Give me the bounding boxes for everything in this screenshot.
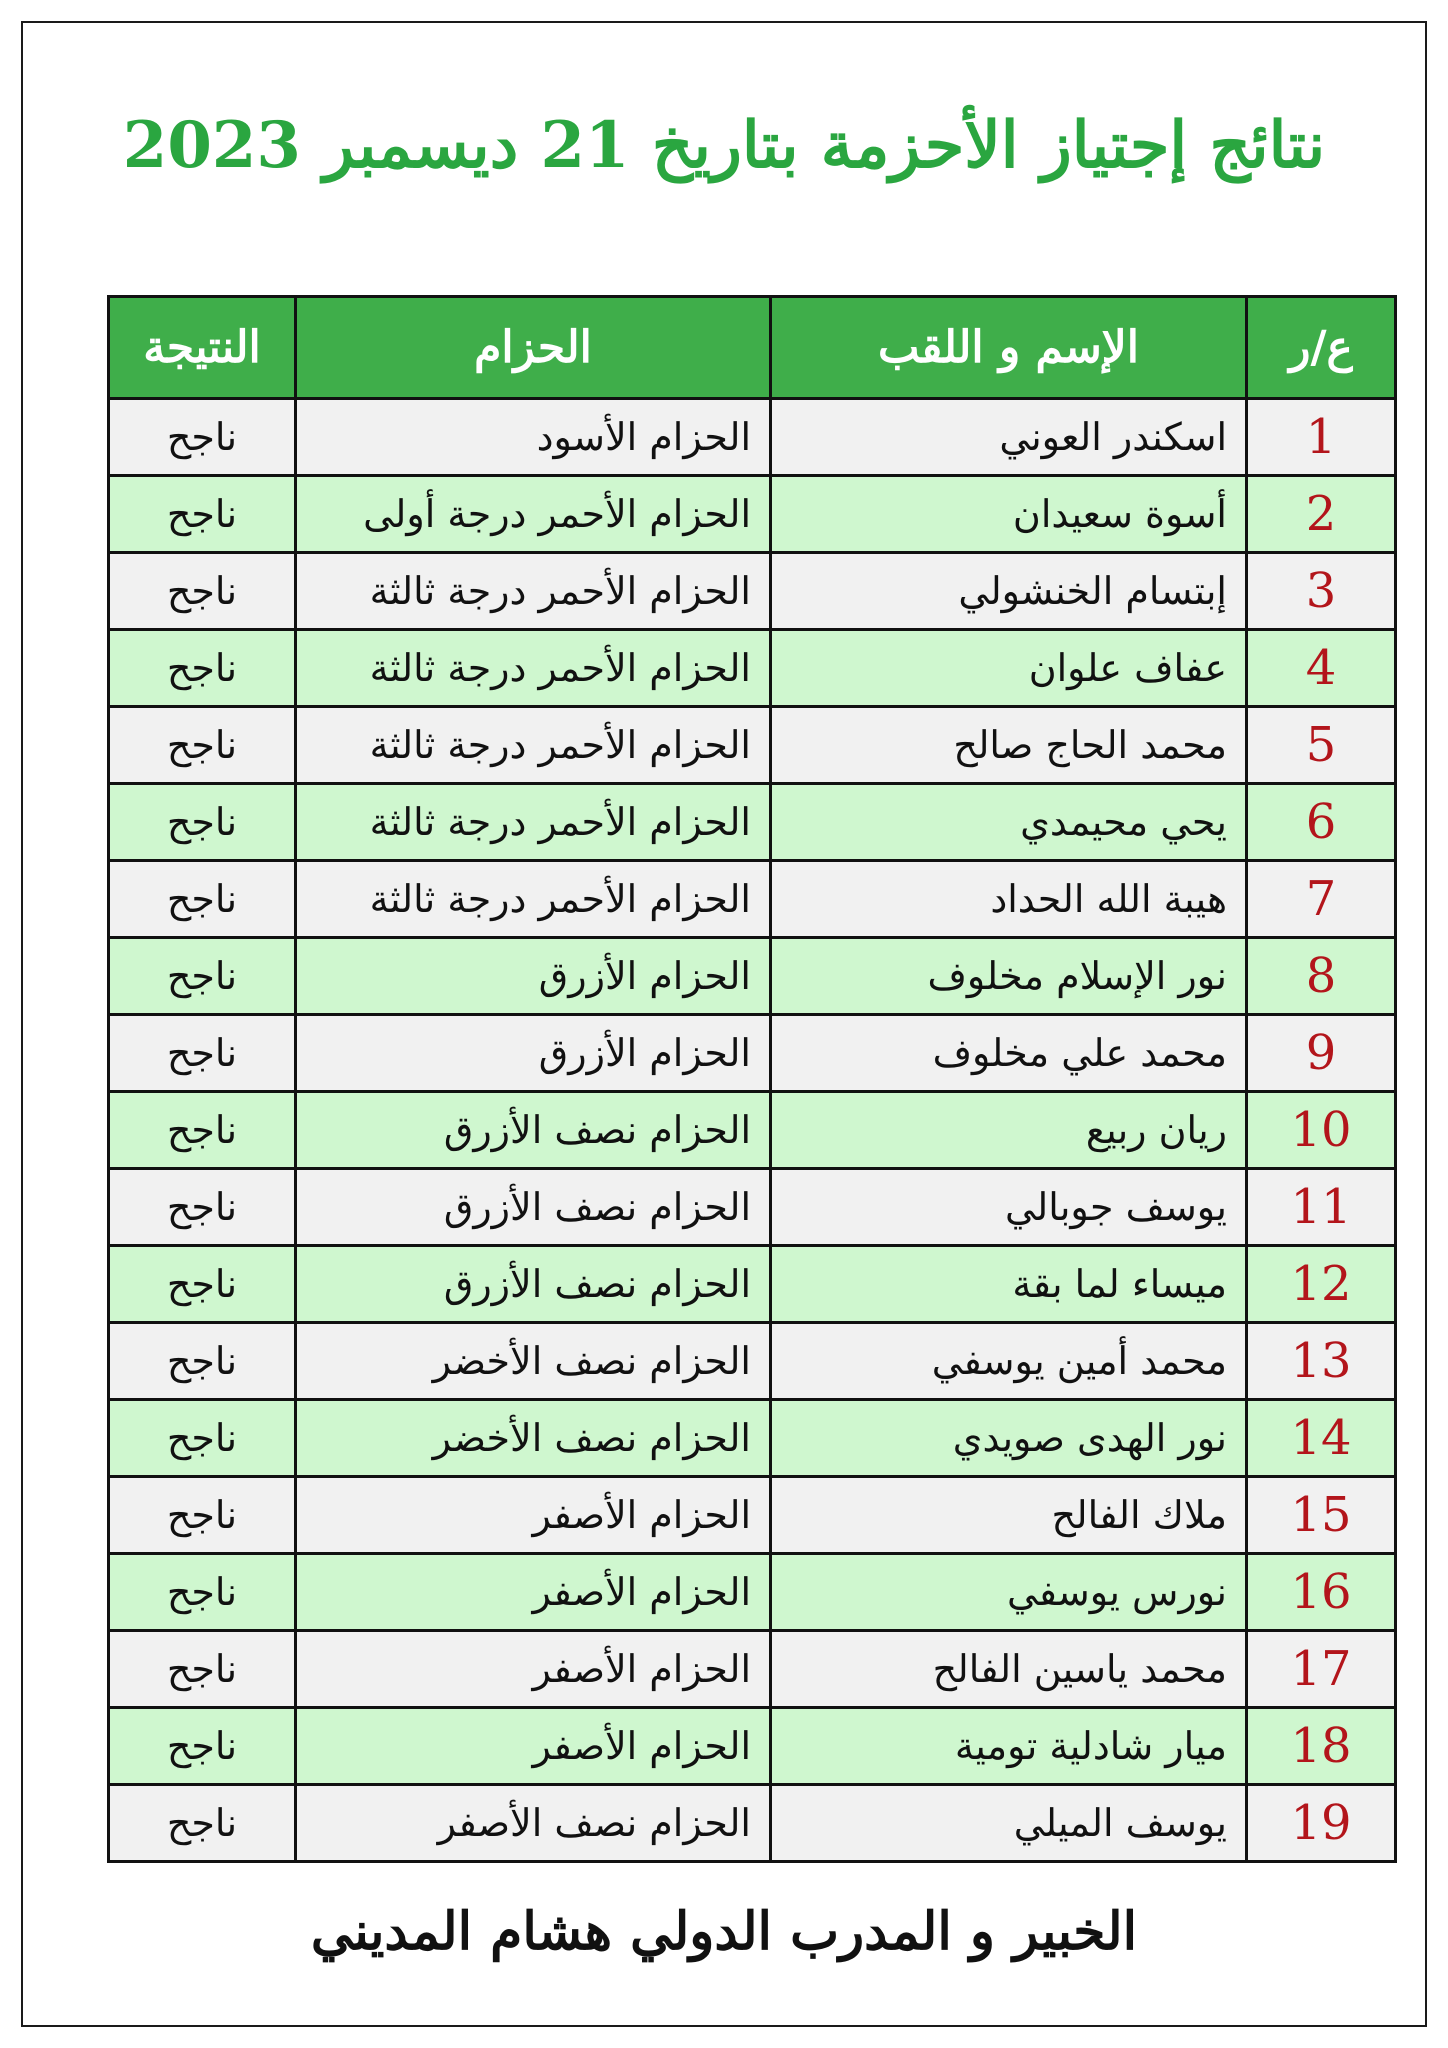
row-result: ناجح [109,1785,296,1862]
table-row [109,399,1396,476]
row-result: ناجح [109,1323,296,1400]
row-number: 15 [1247,1477,1396,1554]
row-result: ناجح [109,1477,296,1554]
row-result: ناجح [109,938,296,1015]
row-belt: الحزام الأحمر درجة ثالثة [296,861,771,938]
row-belt: الحزام الأصفر [296,1554,771,1631]
table-row [109,1092,1396,1169]
row-number: 6 [1247,784,1396,861]
row-name: اسكندر العوني [771,399,1247,476]
row-name: ميار شادلية تومية [771,1708,1247,1785]
row-name: محمد علي مخلوف [771,1015,1247,1092]
row-number: 10 [1247,1092,1396,1169]
table-row [109,1015,1396,1092]
row-name: يحي محيمدي [771,784,1247,861]
row-result: ناجح [109,1554,296,1631]
table-header-row [109,297,1396,399]
table-row [109,1477,1396,1554]
row-number: 9 [1247,1015,1396,1092]
row-belt: الحزام الأحمر درجة ثالثة [296,784,771,861]
table-row [109,1785,1396,1862]
row-belt: الحزام نصف الأصفر [296,1785,771,1862]
table-row [109,1323,1396,1400]
table-row [109,630,1396,707]
row-number: 12 [1247,1246,1396,1323]
header-result: النتيجة [109,297,296,399]
row-name: ميساء لما بقة [771,1246,1247,1323]
row-result: ناجح [109,476,296,553]
header-num: ع/ر [1247,297,1396,399]
row-result: ناجح [109,1015,296,1092]
table-row [109,1631,1396,1708]
row-name: عفاف علوان [771,630,1247,707]
page-frame [21,21,1427,2027]
trainer-signature-line: الخبير و المدرب الدولي هشام المديني [310,1901,1138,1962]
table-row [109,553,1396,630]
row-belt: الحزام نصف الأزرق [296,1169,771,1246]
table-row [109,476,1396,553]
table-row [109,861,1396,938]
row-number: 7 [1247,861,1396,938]
row-name: ملاك الفالح [771,1477,1247,1554]
table-row [109,1400,1396,1477]
row-result: ناجح [109,630,296,707]
row-name: نورس يوسفي [771,1554,1247,1631]
row-number: 8 [1247,938,1396,1015]
row-number: 11 [1247,1169,1396,1246]
row-belt: الحزام الأصفر [296,1708,771,1785]
row-result: ناجح [109,1400,296,1477]
row-belt: الحزام الأزرق [296,938,771,1015]
page-title: نتائج إجتياز الأحزمة بتاريخ 21 ديسمبر 2023 [122,108,1326,183]
table-row [109,938,1396,1015]
row-result: ناجح [109,1092,296,1169]
row-number: 3 [1247,553,1396,630]
row-belt: الحزام الأزرق [296,1015,771,1092]
row-number: 5 [1247,707,1396,784]
row-result: ناجح [109,784,296,861]
row-result: ناجح [109,399,296,476]
row-belt: الحزام الأصفر [296,1477,771,1554]
table-row [109,1246,1396,1323]
row-belt: الحزام الأصفر [296,1631,771,1708]
row-result: ناجح [109,1169,296,1246]
row-result: ناجح [109,707,296,784]
row-number: 4 [1247,630,1396,707]
row-belt: الحزام الأسود [296,399,771,476]
row-belt: الحزام نصف الأخضر [296,1400,771,1477]
row-belt: الحزام الأحمر درجة ثالثة [296,553,771,630]
row-number: 2 [1247,476,1396,553]
row-result: ناجح [109,553,296,630]
row-name: نور الإسلام مخلوف [771,938,1247,1015]
row-result: ناجح [109,861,296,938]
table-row [109,707,1396,784]
row-belt: الحزام نصف الأزرق [296,1092,771,1169]
row-belt: الحزام الأحمر درجة أولى [296,476,771,553]
row-name: محمد أمين يوسفي [771,1323,1247,1400]
row-number: 19 [1247,1785,1396,1862]
row-result: ناجح [109,1631,296,1708]
row-name: إبتسام الخنشولي [771,553,1247,630]
row-number: 1 [1247,399,1396,476]
row-name: ريان ربيع [771,1092,1247,1169]
row-belt: الحزام الأحمر درجة ثالثة [296,630,771,707]
table-row [109,1169,1396,1246]
header-belt: الحزام [296,297,771,399]
results-table [107,295,1397,1863]
row-number: 14 [1247,1400,1396,1477]
row-belt: الحزام نصف الأزرق [296,1246,771,1323]
row-number: 16 [1247,1554,1396,1631]
row-name: محمد ياسين الفالح [771,1631,1247,1708]
row-belt: الحزام نصف الأخضر [296,1323,771,1400]
header-name: الإسم و اللقب [771,297,1247,399]
row-number: 13 [1247,1323,1396,1400]
row-name: محمد الحاج صالح [771,707,1247,784]
table-row [109,784,1396,861]
row-number: 18 [1247,1708,1396,1785]
row-name: نور الهدى صويدي [771,1400,1247,1477]
row-result: ناجح [109,1708,296,1785]
table-row [109,1554,1396,1631]
row-number: 17 [1247,1631,1396,1708]
row-name: هيبة الله الحداد [771,861,1247,938]
row-belt: الحزام الأحمر درجة ثالثة [296,707,771,784]
row-name: يوسف جوبالي [771,1169,1247,1246]
table-row [109,1708,1396,1785]
row-name: يوسف الميلي [771,1785,1247,1862]
row-name: أسوة سعيدان [771,476,1247,553]
row-result: ناجح [109,1246,296,1323]
